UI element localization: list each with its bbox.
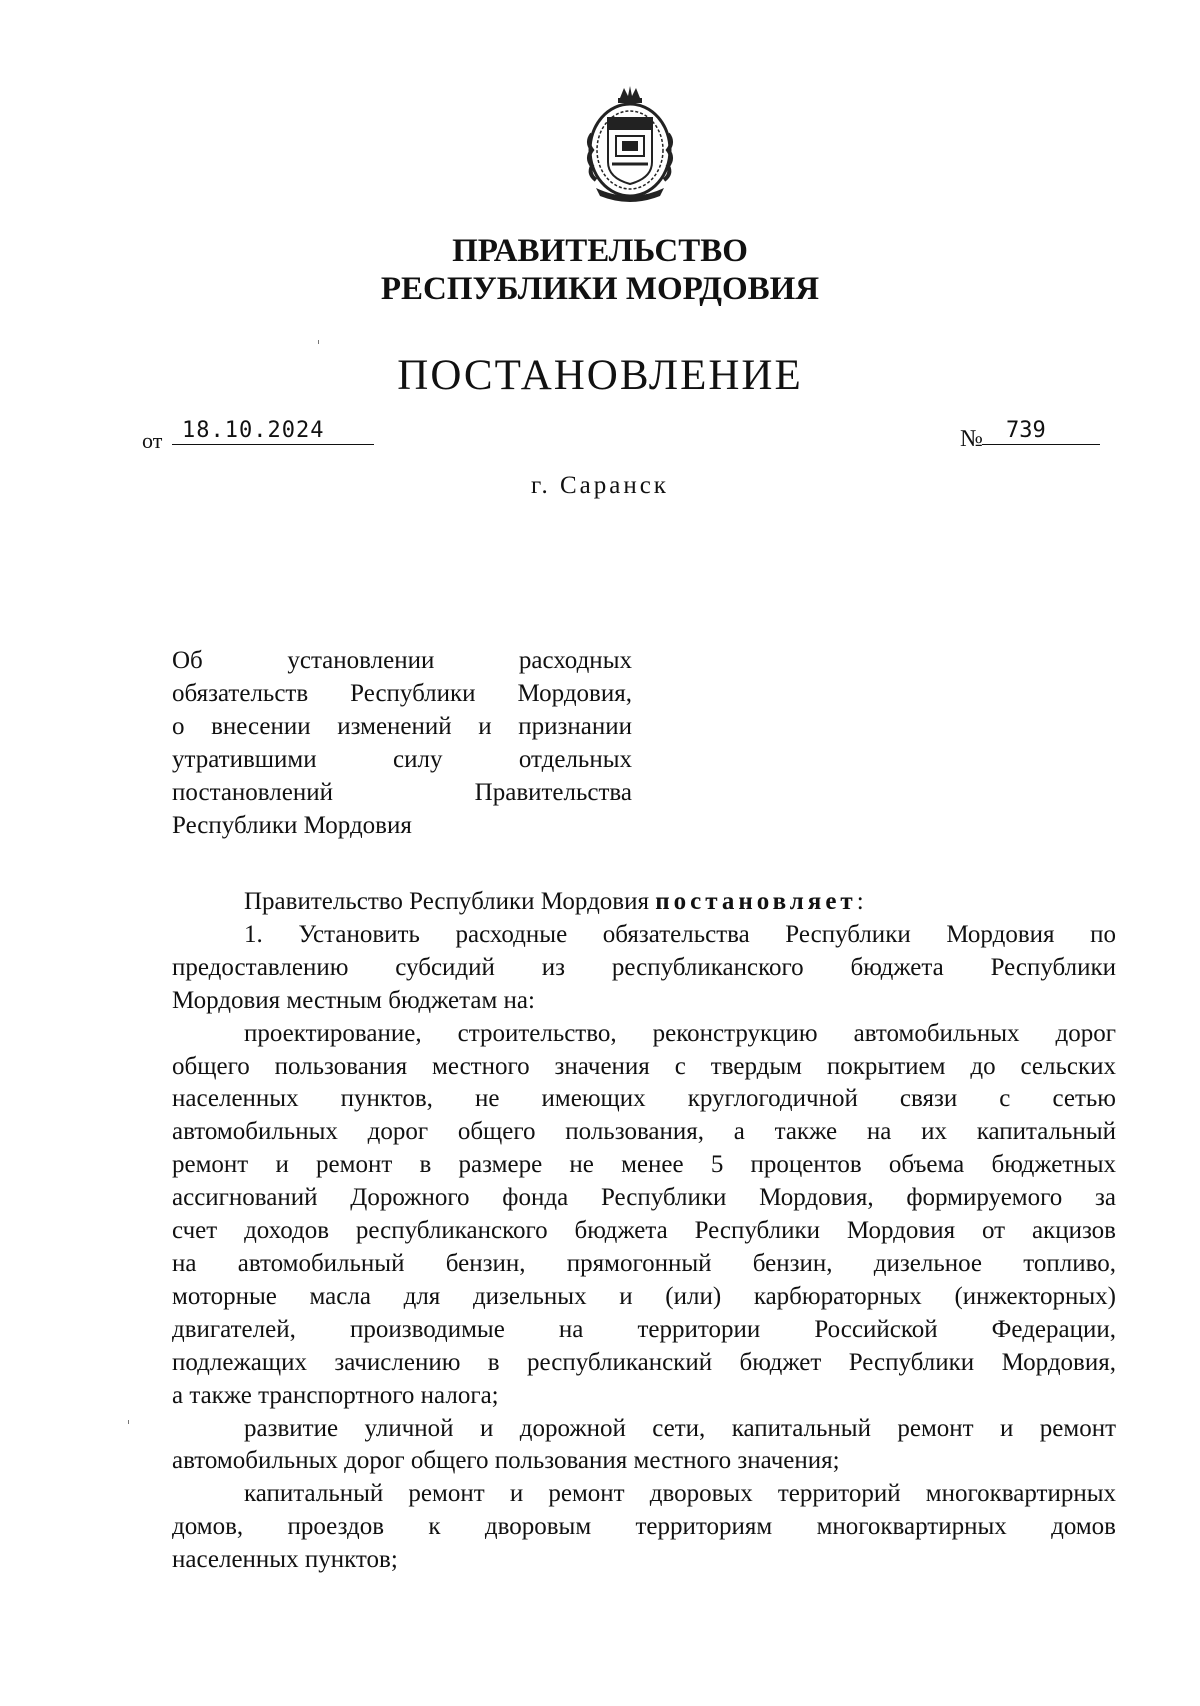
body-line: на автомобильный бензин, прямогонный бензин, дизельное топливо, (172, 1249, 1116, 1277)
date-underline (172, 444, 374, 445)
body-line: а также транспортного налога; (172, 1381, 499, 1409)
resolution-body (172, 886, 1116, 1577)
body-line: развитие уличной и дорожной сети, капитальный ремонт и ремонт (244, 1414, 1116, 1442)
document-number: 739 (1006, 418, 1046, 443)
subject-line: Республики Мордовия (172, 812, 412, 839)
scan-mark (128, 1420, 129, 1424)
subject-line: о внесении изменений и признании (172, 713, 632, 740)
body-line: ремонт и ремонт в размере не менее 5 процентов объема бюджетных (172, 1151, 1116, 1179)
body-line: проектирование, строительство, реконструкцию автомобильных дорог (244, 1019, 1116, 1047)
body-line: Мордовия местным бюджетам на: (172, 986, 535, 1014)
intro-text: Правительство Республики Мордовия (244, 888, 649, 915)
intro-keyword: постановляет (655, 888, 857, 915)
government-title-line2: РЕСПУБЛИКИ МОРДОВИЯ (380, 271, 820, 307)
number-underline (982, 444, 1100, 445)
city-name: г. Саранск (531, 472, 669, 499)
intro-line (172, 886, 1116, 919)
subject-block (172, 644, 632, 842)
body-line: ассигнований Дорожного фонда Республики Мордовия, формируемого за (172, 1184, 1116, 1212)
subject-line: обязательств Республики Мордовия, (172, 680, 632, 707)
body-line: капитальный ремонт и ремонт дворовых территорий многоквартирных (244, 1480, 1116, 1508)
scan-mark (318, 340, 319, 344)
body-line: населенных пунктов, не имеющих круглогодичной связи с сетью (172, 1085, 1116, 1113)
body-line: двигателей, производимые на территории Российской Федерации, (172, 1315, 1116, 1343)
document-date: 18.10.2024 (182, 418, 325, 443)
body-line: предоставлению субсидий из республиканского бюджета Республики (172, 953, 1116, 981)
body-line: автомобильных дорог общего пользования, а также на их капитальный (172, 1118, 1116, 1146)
body-line: домов, проездов к дворовым территориям многоквартирных домов (172, 1513, 1116, 1541)
coat-of-arms-emblem (578, 84, 682, 208)
body-line: подлежащих зачислению в республиканский бюджет Республики Мордовия, (172, 1348, 1116, 1376)
date-label: от (142, 428, 163, 453)
body-line: счет доходов республиканского бюджета Республики Мордовия от акцизов (172, 1217, 1116, 1245)
document-type-title: ПОСТАНОВЛЕНИЕ (397, 352, 803, 399)
government-title-line1: ПРАВИТЕЛЬСТВО (452, 233, 748, 269)
subject-line: утратившими силу отдельных (172, 746, 632, 773)
body-line: населенных пунктов; (172, 1546, 398, 1574)
number-label: № (960, 426, 983, 452)
body-line: общего пользования местного значения с твердым покрытием до сельских (172, 1052, 1116, 1080)
subject-line: Об установлении расходных (172, 647, 632, 674)
body-line: автомобильных дорог общего пользования местного значения; (172, 1447, 840, 1475)
body-line: моторные масла для дизельных и (или) карбюраторных (инжекторных) (172, 1282, 1116, 1310)
intro-colon: : (856, 888, 864, 915)
body-line: 1. Установить расходные обязательства Республики Мордовия по (244, 920, 1116, 948)
subject-line: постановлений Правительства (172, 779, 632, 806)
